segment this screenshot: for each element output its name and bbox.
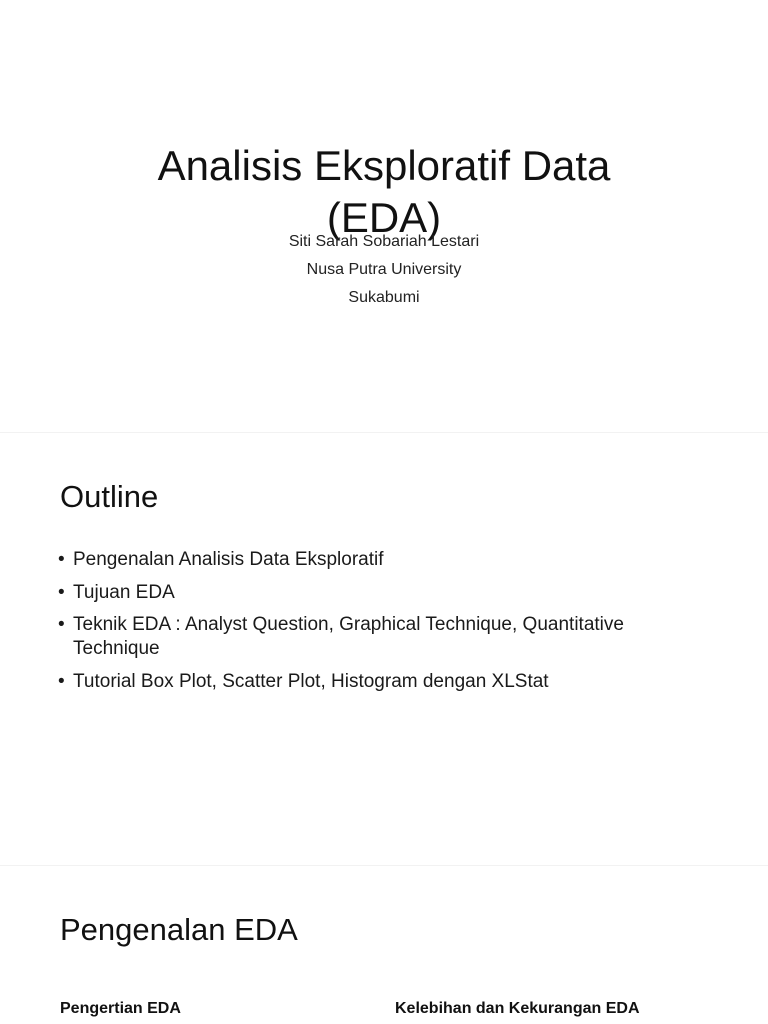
- list-item: [58, 581, 698, 605]
- pros-cons-column-heading: Kelebihan dan Kekurangan EDA: [395, 1000, 640, 1017]
- list-item-text: Tujuan EDA: [73, 581, 175, 603]
- definition-column-heading: Pengertian EDA: [60, 1000, 181, 1017]
- intro-slide: [0, 866, 768, 1024]
- intro-heading: Pengenalan EDA: [60, 912, 298, 947]
- title-slide: [0, 0, 768, 432]
- bullet-icon: •: [58, 581, 65, 603]
- outline-slide: [0, 433, 768, 865]
- bullet-icon: •: [58, 549, 65, 570]
- list-item-text: Pengenalan Analisis Data Eksploratif: [73, 549, 384, 570]
- institution-name: Nusa Putra University: [306, 261, 462, 278]
- list-item: [58, 613, 698, 661]
- bullet-icon: •: [58, 614, 65, 635]
- title-line-1: Analisis Eksploratif Data: [157, 142, 611, 190]
- title-line-2: (EDA): [326, 194, 442, 242]
- outline-list: [58, 548, 698, 702]
- bullet-icon: •: [58, 670, 65, 692]
- list-item-text: Tutorial Box Plot, Scatter Plot, Histogram dengan XLStat: [73, 670, 549, 692]
- outline-heading: Outline: [60, 479, 159, 514]
- subtitle-block: [40, 228, 728, 312]
- list-item: [58, 548, 698, 572]
- city-name: Sukabumi: [348, 289, 420, 306]
- author-name: Siti Sarah Sobariah Lestari: [288, 233, 480, 250]
- list-item: [58, 670, 698, 694]
- list-item-text: Teknik EDA : Analyst Question, Graphical Technique, Quantitative Technique: [73, 614, 624, 659]
